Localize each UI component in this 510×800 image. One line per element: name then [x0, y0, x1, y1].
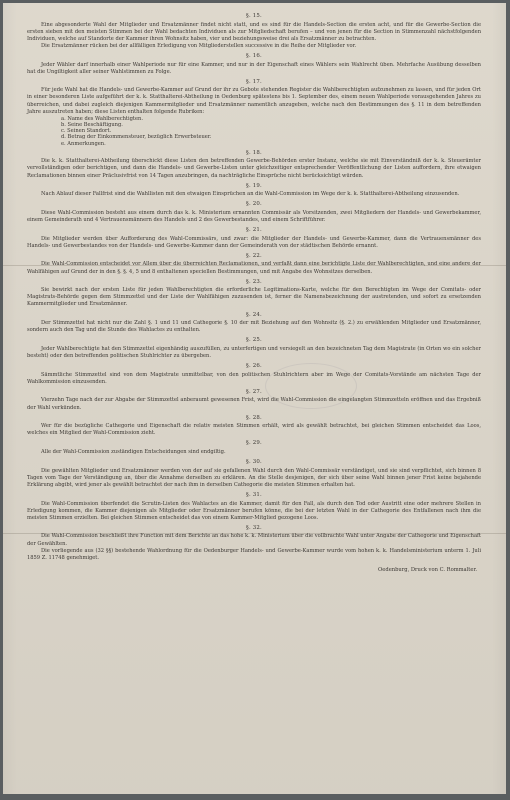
section-heading: §. 25.: [246, 337, 262, 344]
rubric-list-item: e. Anmerkungen.: [61, 140, 106, 147]
paragraph: Nach Ablauf dieser Fallfrist sind die Wahllisten mit den etwaigen Einsprüchen an die Wahl-Commission im Wege der k. k. Statthalterei-Abtheilung einzusenden.: [41, 191, 460, 198]
section-heading: §. 28.: [246, 414, 262, 421]
paragraph: Der Stimmzettel hat nicht nur die Zahl §. 1 und 11 und Cathegorie §. 10 der mit Beziehung auf den Wohnsitz (§. 2.) zu erwählenden Mitglieder und Ersatzmänner, sondern auch den Tag und die Stunde des Wahlactes zu enthalten.: [27, 320, 481, 334]
paragraph: Wer für die bezügliche Cathegorie und Eigenschaft die relativ meisten Stimmen erhält, wird als gewählt betrachtet, bei gleichen Stimmen entscheidet das Loos, welches ein Mitglied der Wahl-Commission zieht.: [27, 423, 481, 437]
section-heading: §. 23.: [246, 278, 262, 285]
section-heading: §. 15.: [246, 13, 262, 19]
rubric-list-item: b. Seine Beschäftigung.: [61, 121, 123, 128]
section-heading: §. 29.: [246, 440, 262, 447]
rubric-list: [61, 116, 481, 147]
paragraph: Die Wahl-Commission beschließt ihre Function mit dem Berichte an das hohe k. k. Ministerium über die vollbrachte Wahl unter Angabe der Cathegorie und Eigenschaft der Gewählten.: [27, 533, 481, 547]
section-heading: §. 16.: [246, 52, 262, 59]
document-body: [27, 13, 481, 574]
rubric-list-item: a. Name des Wahlberechtigten.: [61, 115, 143, 122]
paragraph: Die Wahl-Commission überfendet die Scrutin-Listen des Wahlactes an die Kammer, damit für den Fall, als durch den Tod oder Austritt eine oder mehrere Stellen in Erledigung kommen, die Kammer diejenigen als Mitglieder oder Ersatzmänner berufen könne, die bei der letzten Wahl in der Cathegorie des Entfallenen nach ihm die meisten Stimmen erzielten. Bei gleichen Stimmen entscheidet das von einem Kammer-Mitglied gezogene Loos.: [27, 500, 481, 521]
paragraph: Eine abgesonderte Wahl der Mitglieder und Ersatzmänner findet nicht statt, und es sind für die Handels-Section die ersten acht, und für die Gewerbe-Section die ersten sieben mit den meisten Stimmen bei der Wahl bedachten Individuen als zur Mitgliedschaft berufen – und von jenen für die Section in Stimmenzahl nächstfolgenden Individuen, welche auf Standorte der Kammer ihren Wohnsitz haben, vier und beziehungsweise drei als Ersatzmänner zu betrachten.: [27, 21, 481, 42]
paragraph: Vierzehn Tage nach der zur Abgabe der Stimmzettel anberaumt gewesenen Frist, wird die Wahl-Commission die eingelangten Stimmzetteln eröffnen und das Ergebniß der Wahl verkünden.: [27, 397, 481, 411]
paragraph: Die vorliegende aus (32 §§) bestehende Wahlordnung für die Oedenburger Handels- und Gewerbe-Kammer wurde vom hohen k. k. Handelsministerium unterm 1. Juli 1859 Z. 11748 genehmiget.: [27, 547, 481, 561]
paragraph: Die Mitglieder werden über Aufforderung des Wahl-Commissärs, und zwar: die Mitglieder der Handels- und Gewerbe-Kammer, dann die Vertrauensmänner des Handels- und Gewerbestandes von der Handels- und Gewerbe-Kammer dann der Gemeinderath von der städtischen Behörde ernannt.: [27, 235, 481, 249]
paragraph: Die Wahl-Commission entscheidet vor Allem über die überreichten Reclamationen, und verfaßt dann eine berichtigte Liste der Wahlberechtigten, und eine andere der Wahlfähigen auf Grund der in den §. §. 4, 5 und 8 enthaltenen speciellen Bestimmungen, und mit Angabe des Wohnsitzes derselben.: [27, 261, 481, 275]
paragraph: Alle der Wahl-Commission zuständigen Entscheidungen sind endgiltig.: [41, 449, 226, 456]
section-heading: §. 20.: [246, 201, 262, 208]
paragraph: Sämmtliche Stimmzettel sind von dem Magistrate unmittelbar, von den politischen Stuhlrichtern aber im Wege der Comitats-Vorstände am nächsten Tage der Wahlkommission einzusenden.: [27, 371, 481, 385]
section-heading: §. 19.: [246, 182, 262, 189]
section-heading: §. 30.: [246, 459, 262, 466]
section-heading: §. 22.: [246, 252, 262, 259]
paragraph: Die Ersatzmänner rücken bei der allfälligen Erledigung von Mitgliederstellen successive in die Reihe der Mitglieder vor.: [41, 42, 357, 49]
section-heading: §. 31.: [246, 491, 262, 498]
section-heading: §. 26.: [246, 363, 262, 370]
section-heading: §. 32.: [246, 524, 262, 531]
section-heading: §. 17.: [246, 78, 262, 85]
paragraph: Jeder Wahlberechtigte hat den Stimmzettel eigenhändig auszufüllen, zu unterfertigen und versiegelt an den bezeichneten Tag dem Magistrate (in Orten wo ein solcher besteht) oder den betreffenden politischen Stuhlrichter zu übergeben.: [27, 345, 481, 359]
rubric-list-item: d. Betrag der Einkommensteuer, bezüglich Erwerbsteuer.: [61, 134, 212, 141]
paragraph: Für jede Wahl hat die Handels- und Gewerbe-Kammer auf Grund der ihr zu Gebote stehenden Register die Wahlberechtigten aufzunehmen zu lassen, und für jeden Ort in einer besonderen Liste aufgeführt der k. k. Statthalterei-Abtheilung in Oedenburg spätestens bis 1. September des, einem neuen Wahlperiode vorausgehenden Jahres zu überreichen, und dabei zugleich diejenigen Kammermitglieder und Ersatzmänner namentlich anzugeben, welche nach den Bestimmungen des §. 11 in dem betreffenden Jahre auszutreten haben; diese Listen enthalten folgende Rubriken:: [27, 87, 481, 115]
paragraph: Die gewählten Mitglieder und Ersatzmänner werden von der auf sie gefallenen Wahl durch den Wahl-Commissär verständiget, und sie sind verpflichtet, sich binnen 8 Tagen vom Tage der Verständigung an, über die Annahme derselben zu erklären. An die Stelle desjenigen, der sich über seine Wahl binnen jener Frist keine bejahende Erklärung abgibt, wird jener als gewählt betrachtet der nach ihm in derselben Cathegorie die meisten Stimmen erhalten hat.: [27, 467, 481, 488]
paragraph: Die k. k. Statthalterei-Abtheilung überschickt diese Listen den betreffenden Gewerbe-Behörden erster Instanz, welche sie mit Einverständniß der k. k. Steuerämter vervollständigen oder berichtigen, und dann die Handels- und Gewerbe-Listen unter gleichzeitiger entsprechender Veröffentlichung der Listen auffordern, ihre etwaigen Reclamationen binnen einer Präclusivfrist von 14 Tagen anzubringen, da nachträgliche Einsprüche nicht berücksichtigt würden.: [27, 158, 481, 179]
section-heading: §. 24.: [246, 311, 262, 318]
document-page: [3, 3, 506, 794]
section-heading: §. 27.: [246, 388, 262, 395]
paragraph: Sie bewirkt nach der ersten Liste für jeden Wahlberechtigten die erforderliche Legitimations-Karte, welche für den Berechtigten im Wege der Comitats- oder Magistrats-Behörde gegen dem Stimmzettel und der Liste der Wahlfähigen zuzusenden ist, ferner die Namensbezeichnung der austretenden, und sofort zu ersetzenden Kammermitglieder und Ersatzmänner.: [27, 287, 481, 308]
rubric-list-item: c. Seinen Standort.: [61, 128, 112, 135]
section-heading: §. 18.: [246, 149, 262, 156]
paragraph: Jeder Wähler darf innerhalb einer Wahlperiode nur für eine Kammer, und nur in der Eigenschaft eines Wählers sein Wahlrecht üben. Mehrfache Ausübung desselben hat die Ungiltigkeit aller seiner Wahlstimmen zu Folge.: [27, 61, 481, 75]
paragraph: Diese Wahl-Commission besteht aus einem durch das k. k. Ministerium ernannten Commissär als Vorsitzenden, zwei Mitgliedern der Handels- und Gewerbekammer, einem Gemeinderath und 4 Vertrauensmännern des Handels und 2 des Gewerbestandes, und einem Schriftführer.: [27, 209, 481, 223]
section-heading: §. 21.: [246, 227, 262, 234]
printer-imprint: Oedenburg, Druck von C. Rommalter.: [378, 566, 477, 573]
